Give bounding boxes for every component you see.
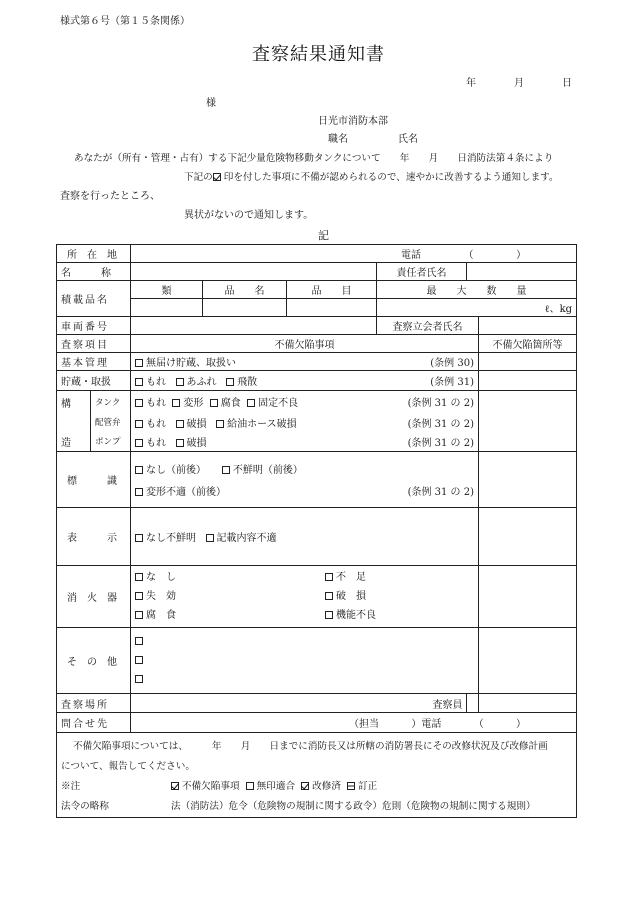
contact-paren-open: （ [473,719,484,730]
display-opt-content[interactable]: 記載内容不適 [206,533,277,544]
checkbox-icon [135,378,143,386]
phone-label: 電話 [401,250,421,261]
sign-row [131,452,479,508]
sign-place[interactable] [479,452,577,508]
storage-opt-scatter[interactable]: 飛散 [226,377,257,388]
ki-label: 記 [318,229,329,242]
checkbox-icon [216,420,224,428]
other-opt-3[interactable] [135,670,474,689]
vehicle-field[interactable] [131,317,377,335]
check-icon [171,782,179,790]
checkbox-icon [325,592,333,600]
checkbox-icon [226,378,234,386]
checkbox-icon [325,611,333,619]
other-opt-2[interactable] [135,651,474,670]
notes-cell [57,733,577,818]
storage-ref: (条例 31) [430,377,474,388]
phone-paren-open: （ [463,250,474,261]
tank-ref: (条例 31 の 2) [407,398,474,410]
other-opt-1[interactable] [135,632,474,651]
checkbox-icon [135,359,143,367]
place-label: 査察場所 [57,694,131,713]
check-icon [213,173,221,181]
other-row [131,628,479,694]
tank-label: タンク [91,391,131,413]
intro-line-4: 異状がないので通知します。 [184,210,314,221]
form-label: 様式第６号（第１５条関係） [60,16,190,27]
cargo-item-header: 品 目 [287,281,377,299]
contact-field[interactable] [131,713,577,733]
intro-line-2-post: 印を付した事項に不備が認められるので、速やかに改善するよう通知します。 [223,172,559,183]
cargo-product-field[interactable] [203,299,287,317]
checkbox-icon [176,378,184,386]
checkbox-icon [176,439,184,447]
pipe-row [131,413,479,432]
pipe-ref: (条例 31 の 2) [407,418,474,430]
note-label: ※注 [61,781,81,792]
defect-items-header: 不備欠陥事項 [131,335,479,353]
sign-opt-unclear[interactable]: 不鮮明（前後） [222,465,303,476]
structure-label-bottom: 造 [61,438,71,449]
abbr-text: 法（消防法）危令（危険物の規制に関する政令）危則（危険物の規制に関する規則） [171,801,536,812]
pipe-opt-hose[interactable]: 給油ホース破損 [216,419,297,430]
pump-row [131,432,479,452]
cargo-product-header: 品 名 [203,281,287,299]
intro-line-2-pre: 下記の [184,172,213,183]
contact-phone-label: ）電話 [411,719,442,730]
checkbox-icon [135,592,143,600]
extinguisher-row [131,566,479,628]
location-label: 所 在 地 [57,245,131,263]
display-place[interactable] [479,508,577,566]
contact-label: 問合せ先 [57,713,131,733]
date-year: 年 [466,78,476,89]
tank-row [131,391,479,413]
ext-opt-damage[interactable]: 破 損 [325,587,376,606]
vehicle-label: 車両番号 [57,317,131,335]
sign-opt-deform[interactable]: 変形不適（前後） [135,483,226,498]
intro-line-3: 査察を行ったところ、 [60,191,160,202]
structure-label-top: 構 [61,399,71,410]
basic-place[interactable] [479,353,577,371]
pump-ref: (条例 31 の 2) [407,437,474,449]
responsible-label: 責任者氏名 [377,263,467,281]
issuer: 日光市消防本部 [318,116,388,127]
abbr-label: 法令の略称 [61,801,109,812]
inspector-label: 査察員 [467,694,479,713]
checkbox-icon [172,399,180,407]
tank-opt-corrosion[interactable]: 腐食 [210,398,241,409]
location-field[interactable] [131,245,577,263]
checkbox-icon [135,611,143,619]
other-label: そ の 他 [57,628,131,694]
extinguisher-label: 消 火 器 [57,566,131,628]
checkbox-icon [247,399,255,407]
basic-row [131,353,479,371]
other-place[interactable] [479,628,577,694]
date-month: 月 [514,78,524,89]
check-icon [301,782,309,790]
pipe-opt-damage[interactable]: 破損 [176,419,207,430]
cargo-label: 積載品名 [57,281,131,317]
ext-opt-short[interactable]: 不 足 [325,568,376,587]
pipe-label: 配管弁 [91,413,131,432]
correction-icon [347,782,355,790]
checkbox-icon [135,420,143,428]
pump-opt-leak[interactable]: もれ [135,438,166,449]
phone-paren-close: ） [516,250,527,261]
checkbox-icon [135,656,143,664]
contact-paren-close: ） [516,719,527,730]
notes-line-1: 不備欠陥事項については、 年 月 日までに消防長又は所轄の消防署長にその改修状況及び改修計画 [73,741,548,752]
issuer-name: 氏名 [398,134,418,145]
witness-label: 査察立会者氏名 [377,317,479,335]
name-field[interactable] [131,263,377,281]
storage-opt-leak[interactable]: もれ [135,377,166,388]
item-header: 査察項目 [57,335,131,353]
tank-opt-deform[interactable]: 変形 [172,398,203,409]
inspection-table [56,244,577,818]
pipe-opt-leak[interactable]: もれ [135,419,166,430]
structure-label [57,391,91,452]
intro-line-2 [184,172,559,184]
structure-place[interactable] [479,391,577,452]
pump-opt-damage[interactable]: 破損 [176,438,207,449]
name-label: 名 称 [57,263,131,281]
storage-label: 貯蔵・取扱 [57,371,131,391]
ext-opt-malfunction[interactable]: 機能不良 [325,606,376,625]
cargo-max-field[interactable] [377,299,577,317]
checkbox-icon [135,488,143,496]
place-field[interactable] [131,694,467,713]
person-label: （担当 [349,719,379,730]
checkbox-icon [135,439,143,447]
issuer-position: 職名 [328,134,348,145]
ext-opt-expired[interactable]: 失 効 [135,587,325,606]
ext-opt-none[interactable]: な し [135,568,325,587]
legend-item-corrected: 訂正 [347,777,377,797]
checkbox-icon [135,534,143,542]
checkbox-icon [135,399,143,407]
sign-label: 標 識 [57,452,131,508]
display-label: 表 示 [57,508,131,566]
storage-opt-overflow[interactable]: あふれ [176,377,217,388]
responsible-field[interactable] [467,263,577,281]
pump-label: ポンプ [91,432,131,452]
addressee-suffix: 様 [206,98,216,109]
legend-item-ok: 無印適合 [246,777,295,797]
legend-row [61,777,572,797]
storage-row [131,371,479,391]
basic-ref: (条例 30) [430,358,474,369]
cargo-item-field[interactable] [287,299,377,317]
checkbox-icon [246,782,254,790]
extinguisher-place[interactable] [479,566,577,628]
checkbox-icon [176,420,184,428]
checkbox-icon [135,637,143,645]
checkbox-icon [135,675,143,683]
checkbox-icon [210,399,218,407]
checkbox-icon [135,573,143,581]
storage-place[interactable] [479,371,577,391]
inspector-field[interactable] [479,694,577,713]
defect-places-header: 不備欠陥箇所等 [479,335,577,353]
display-row [131,508,479,566]
sign-opt-none[interactable]: なし（前後） [135,465,206,476]
tank-opt-fixing[interactable]: 固定不良 [247,398,298,409]
sign-ref: (条例 31 の 2) [407,487,474,498]
ext-opt-corrosion[interactable]: 腐 食 [135,606,325,625]
page-title: 査察結果通知書 [252,44,385,65]
intro-line-1: あなたが（所有・管理・占有）する下記少量危険物移動タンクについて 年 月 日消防法第４条により [74,153,554,164]
checkbox-icon [222,466,230,474]
legend-item-fixed: 改修済 [301,777,341,797]
cargo-max-header: 最 大 数 量 [377,281,577,299]
tank-opt-leak[interactable]: もれ [135,398,166,409]
witness-field[interactable] [479,317,577,335]
basic-option[interactable]: 無届け貯蔵、取扱い [135,354,236,369]
checkbox-icon [135,466,143,474]
cargo-class-field[interactable] [131,299,203,317]
abbr-row [61,797,572,817]
checkbox-icon [325,573,333,581]
unit-label: ℓ、kg [544,304,573,315]
display-opt-none[interactable]: なし不鮮明 [135,533,196,544]
basic-label: 基本管理 [57,353,131,371]
notes-line-2: について、報告してください。 [61,761,195,772]
date-day: 日 [562,78,572,89]
cargo-class-header: 類 [131,281,203,299]
legend-item-defect: 不備欠陥事項 [171,777,240,797]
checkbox-icon [206,534,214,542]
